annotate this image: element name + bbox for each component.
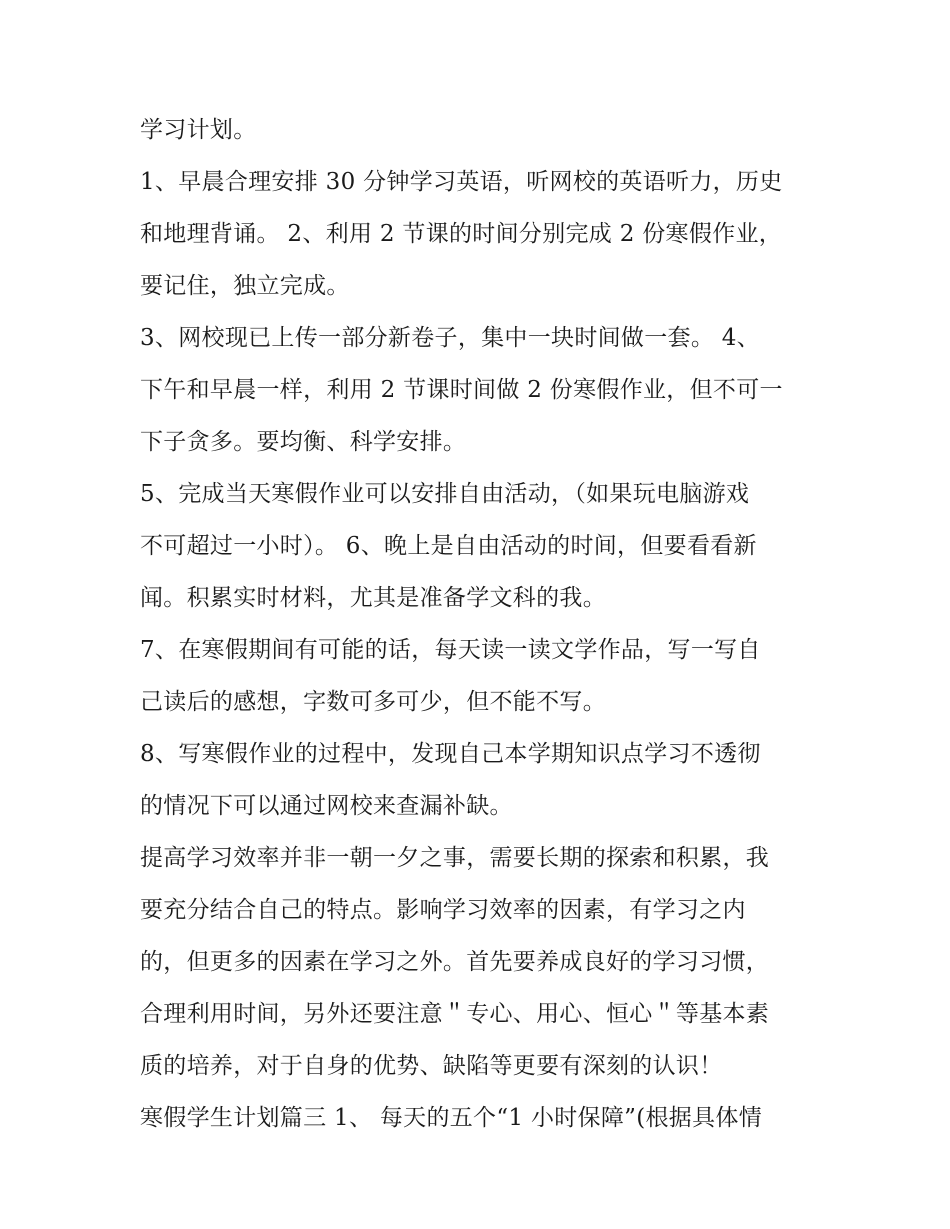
text-line: 己读后的感想，字数可多可少，但不能不写。 xyxy=(140,689,606,715)
text-line: 不可超过一小时）。 6、晚上是自由活动的时间，但要看看新 xyxy=(140,533,757,559)
text-line: 1、早晨合理安排 30 分钟学习英语，听网校的英语听力，历史 xyxy=(140,169,783,195)
text-line: 5、完成当天寒假作业可以安排自由活动，（如果玩电脑游戏 xyxy=(140,481,750,507)
text-line: 合理利用时间，另外还要注意＂专心、用心、恒心＂等基本素 xyxy=(140,1001,770,1027)
text-line: 寒假学生计划篇三 1、 每天的五个“1 小时保障”(根据具体情 xyxy=(140,1105,762,1131)
text-line: 要记住，独立完成。 xyxy=(140,273,350,299)
text-line: 学习计划。 xyxy=(140,117,257,143)
text-line: 和地理背诵。 2、利用 2 节课的时间分别完成 2 份寒假作业， xyxy=(140,221,783,247)
text-line: 8、写寒假作业的过程中，发现自己本学期知识点学习不透彻 xyxy=(140,741,761,767)
text-line: 下子贪多。要均衡、科学安排。 xyxy=(140,429,467,455)
text-line: 质的培养，对于自身的优势、缺陷等更要有深刻的认识！ xyxy=(140,1053,723,1079)
text-line: 7、在寒假期间有可能的话，每天读一读文学作品，写一写自 xyxy=(140,637,761,663)
text-line: 3、网校现已上传一部分新卷子，集中一块时间做一套。 4、 xyxy=(140,325,760,351)
text-line: 的，但更多的因素在学习之外。首先要养成良好的学习习惯， xyxy=(140,949,770,975)
text-line: 的情况下可以通过网校来查漏补缺。 xyxy=(140,793,513,819)
document-body xyxy=(140,104,820,1144)
text-line: 下午和早晨一样，利用 2 节课时间做 2 份寒假作业，但不可一 xyxy=(140,377,783,403)
text-line: 提高学习效率并非一朝一夕之事，需要长期的探索和积累，我 xyxy=(140,845,770,871)
text-line: 要充分结合自己的特点。影响学习效率的因素，有学习之内 xyxy=(140,897,746,923)
text-line: 闻。积累实时材料，尤其是准备学文科的我。 xyxy=(140,585,606,611)
